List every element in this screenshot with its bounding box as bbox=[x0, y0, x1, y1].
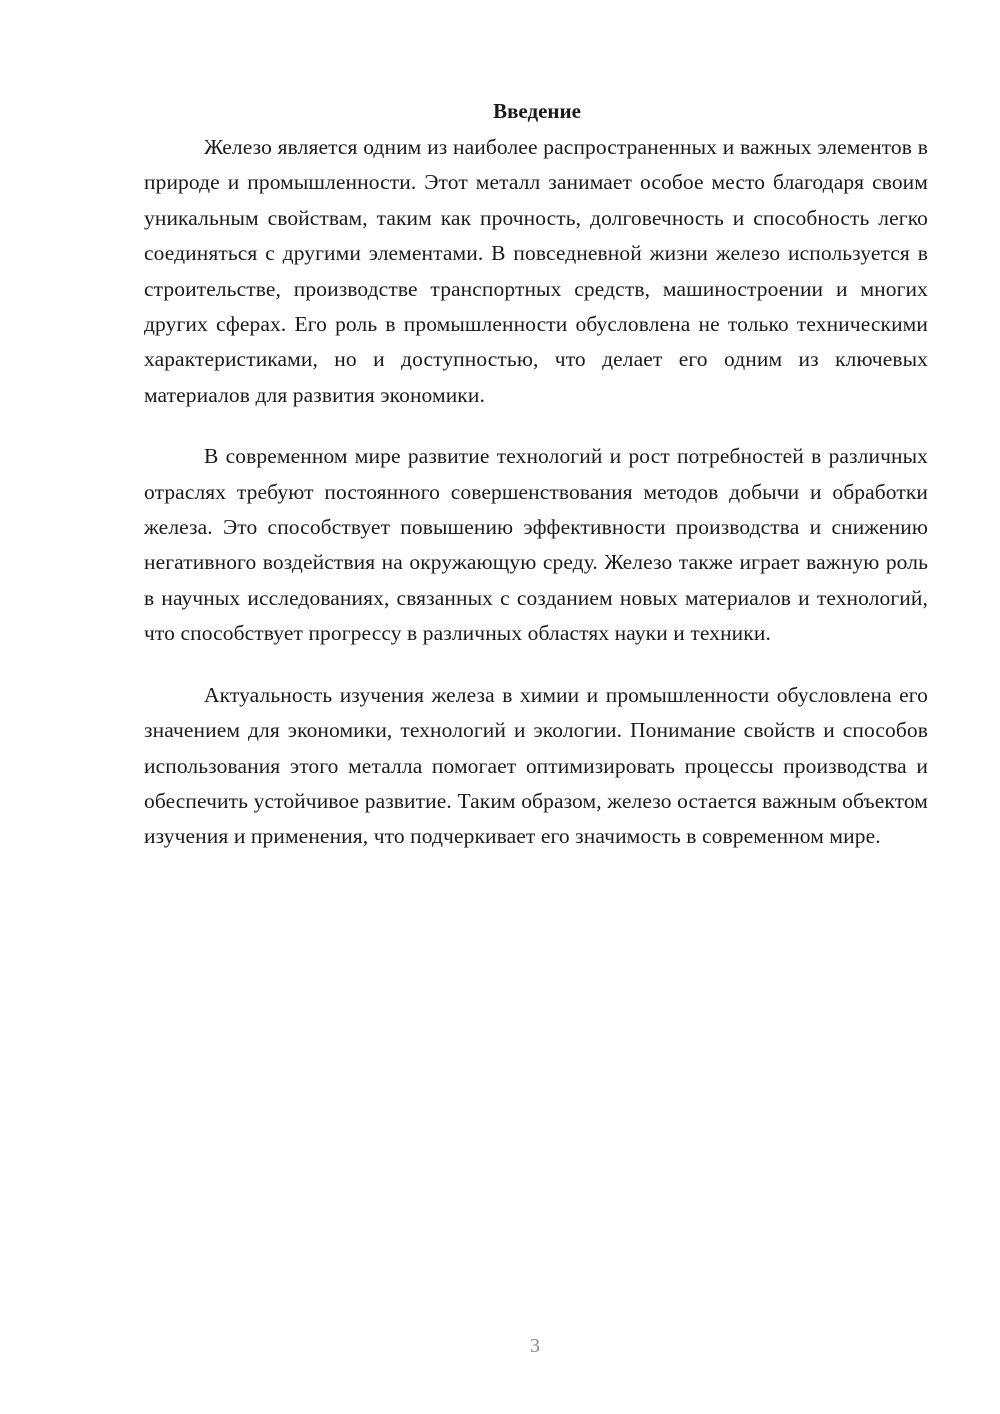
paragraph-3: Актуальность изучения железа в химии и промышленности обусловлена его значением для экономики, технологий и экологии. Понимание свойств и способов использования этого металла помогает оптимизировать процессы производства и обеспечить устойчивое развитие. Таким образом, железо остается важным объектом изучения и применения, что подчеркивает его значимость в современном мире. bbox=[144, 682, 928, 849]
page-number: 3 bbox=[530, 1335, 540, 1357]
section-heading: Введение bbox=[493, 99, 581, 123]
paragraph-1: Железо является одним из наиболее распространенных и важных элементов в природе и промышленности. Этот металл занимает особое место благодаря своим уникальным свойствам, таким как прочность, долговечность и способность легко соединяться с другими элементами. В повседневной жизни железо используется в строительстве, производстве транспортных средств, машиностроении и многих других сферах. Его роль в промышленности обусловлена не только техническими характеристиками, но и доступностью, что делает его одним из ключевых материалов для развития экономики. bbox=[144, 135, 928, 407]
page-content bbox=[144, 96, 928, 881]
paragraph-2: В современном мире развитие технологий и рост потребностей в различных отраслях требуют постоянного совершенствования методов добычи и обработки железа. Это способствует повышению эффективности производства и снижению негативного воздействия на окружающую среду. Железо также играет важную роль в научных исследованиях, связанных с созданием новых материалов и технологий, что способствует прогрессу в различных областях науки и техники. bbox=[144, 444, 928, 646]
